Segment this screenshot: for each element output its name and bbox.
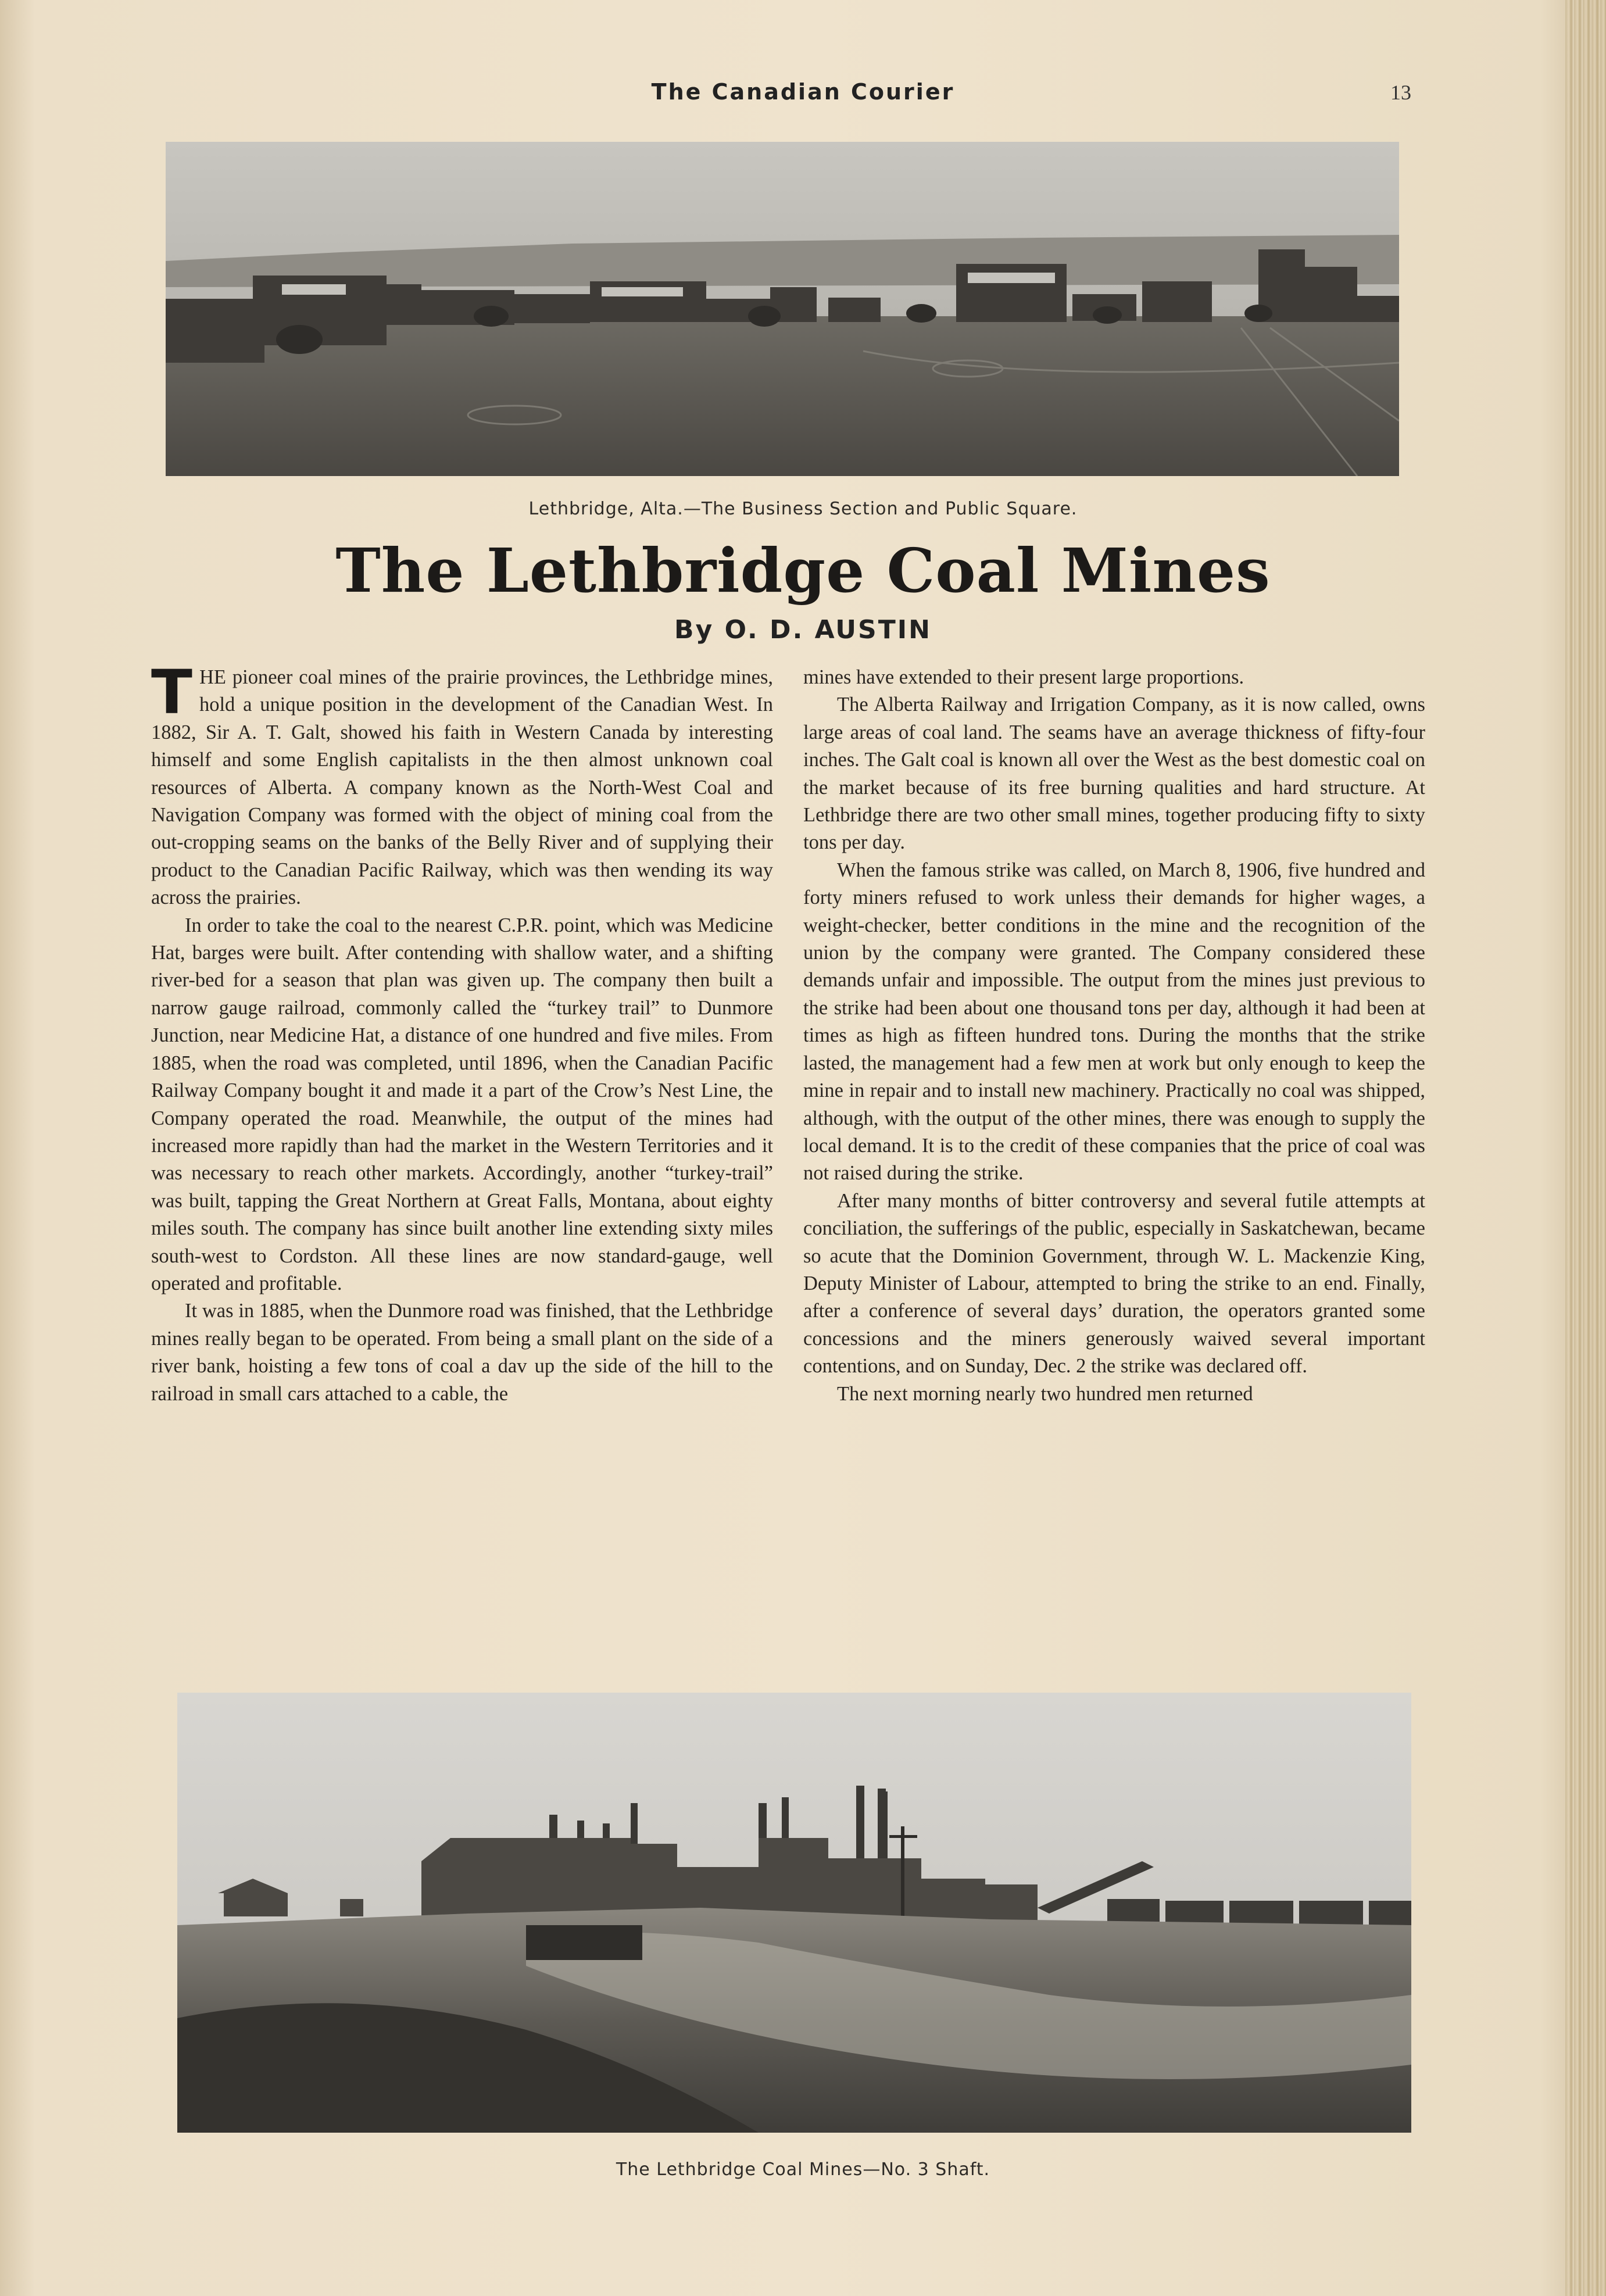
running-header: The Canadian Courier [651,79,955,105]
photo-lethbridge-business-section [166,142,1399,476]
article-column-left [151,657,773,1408]
article-paragraph: It was in 1885, when the Dunmore road was finished, that the Lethbridge mines really began to be operated. From being a small plant on the side of a river bank, hoisting a few tons of coal a dav up the side of the hill to the railroad in small cars attached to a cable, the [151,1300,773,1405]
photo-caption-bottom: The Lethbridge Coal Mines—No. 3 Shaft. [616,2159,990,2180]
article-paragraph: THE pioneer coal mines of the prairie provinces, the Lethbridge mines, hold a unique position in the development of the Canadian West. In 1882, Sir A. T. Galt, showed his faith in Western Canada by interesting himself and some English capitalists in the then almost unknown coal resources of Alberta. A company known as the North-West Coal and Navigation Company was formed with the object of mining coal from the out-cropping seams on the banks of the Belly River and of supplying their product to the Canadian Pacific Railway, which was then wending its way across the prairies. [151,657,773,909]
article-byline: By O. D. AUSTIN [674,615,932,645]
article-paragraph: In order to take the coal to the nearest C.P.R. point, which was Medicine Hat, barges were built. After contending with shallow water, and a shifting river-bed for a season that plan was given up. The company then built a narrow gauge railroad, commonly called the “turkey trail” to Dunmore Junction, near Medicine Hat, a distance of one hundred and five miles. From 1885, when the road was completed, until 1896, when the Canadian Pacific Railway Company bought it and made it a part of the Crow’s Nest Line, the Company operated the road. Meanwhile, the output of the mines had increased more rapidly than had the market in the Western Territories and it was necessary to reach other markets. Accordingly, another “turkey-trail” was built, tapping the Great Northern at Great Falls, Montana, about eighty miles south. The company has since built another line extending sixty miles south-west to Cordston. All these lines are now standard-gauge, well operated and profitable. [151,914,773,1294]
photo-caption-top: Lethbridge, Alta.—The Business Section and Public Square. [528,499,1078,519]
page-number: 13 [1390,81,1411,104]
article-paragraph: The next morning nearly two hundred men returned [837,1382,1253,1405]
article-column-right [803,664,1425,1408]
article-paragraph: The Alberta Railway and Irrigation Company, as it is now called, owns large areas of coal land. The seams have an average thickness of fifty-four inches. The Galt coal is known all over the West as the best domestic coal on the market because of its free burning qualities and hard structure. At Lethbridge there are two other small mines, together producing fifty to sixty tons per day. [803,693,1425,854]
mine-photo-illustration [177,1693,1411,2133]
article-title: The Lethbridge Coal Mines [335,535,1271,606]
photo-coal-mine-shaft [177,1693,1411,2133]
article-paragraph: When the famous strike was called, on March 8, 1906, five hundred and forty miners refused to work unless their demands for higher wages, a weight-checker, better conditions in the mine and the recognition of the union by the company were granted. The Company considered these demands unfair and impossible. The output from the mines just previous to the strike had been about one thousand tons per day, although it had been at times as high as fifteen hundred tons. During the months that the strike lasted, the management had a few men at work but only enough to keep the mine in repair and to install new machinery. Practically no coal was shipped, although, with the output of the other mines, there was enough to supply the local demand. It is to the credit of these companies that the price of coal was not raised during the strike. [803,859,1425,1185]
article-paragraph: mines have extended to their present large proportions. [803,666,1244,688]
drop-cap: T [151,657,192,728]
town-photo-illustration [166,142,1399,476]
article-paragraph: After many months of bitter controversy and several futile attempts at conciliation, the sufferings of the public, especially in Saskatchewan, became so acute that the Dominion Government, through W. L. Mackenzie King, Deputy Minister of Labour, attempted to bring the strike to an end. Finally, after a conference of several days’ duration, the operators granted some concessions and the miners generously waived several important contentions, and on Sunday, Dec. 2 the strike was declared off. [803,1189,1425,1378]
page-edge-shadow [1565,0,1606,2296]
